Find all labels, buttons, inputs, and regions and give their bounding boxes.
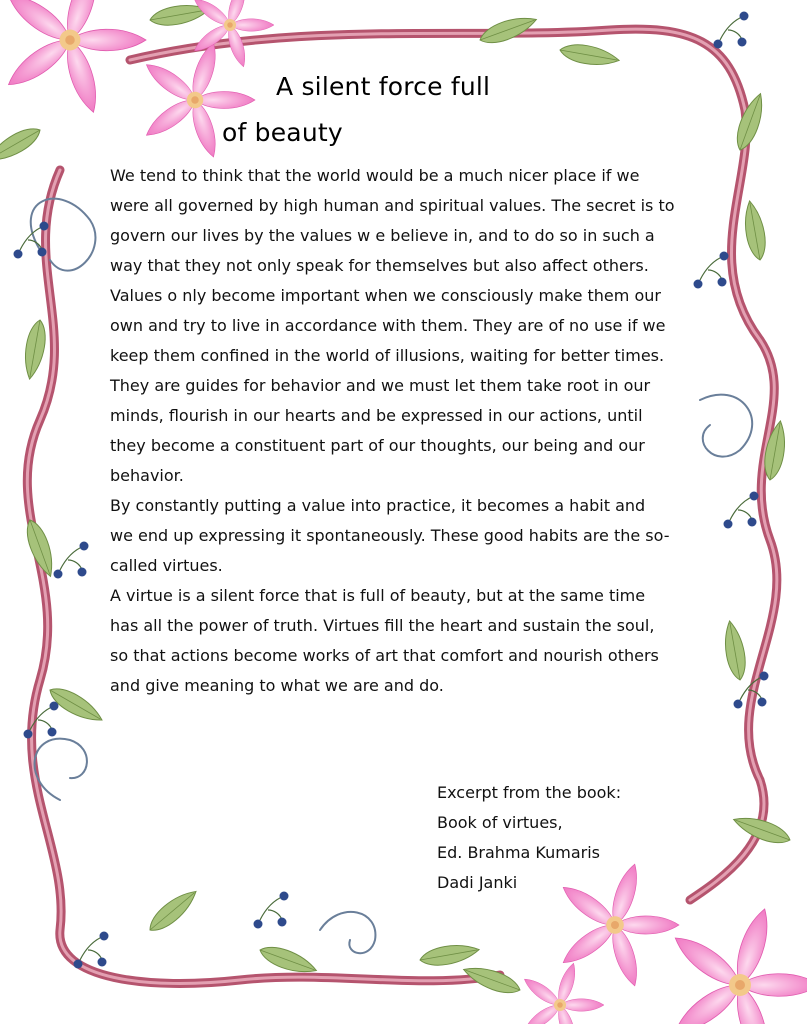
text-line: govern our lives by the values w e believe in, and to do so in such a xyxy=(110,226,655,245)
text-line: behavior. xyxy=(110,466,184,485)
credit-line: Book of virtues, xyxy=(437,813,563,832)
text-line: so that actions become works of art that comfort and nourish others xyxy=(110,646,659,665)
text-line: called virtues. xyxy=(110,556,223,575)
text-line: They are guides for behavior and we must let them take root in our xyxy=(110,376,651,395)
text-line: Values o nly become important when we consciously make them our xyxy=(110,286,661,305)
source-credits xyxy=(437,778,621,898)
text-line: way that they not only speak for themselves but also affect others. xyxy=(110,256,649,275)
text-line: own and try to live in accordance with them. They are of no use if we xyxy=(110,316,666,335)
page-title: A silent force full xyxy=(276,72,491,101)
text-line: were all governed by high human and spiritual values. The secret is to xyxy=(110,196,675,215)
text-line: they become a constituent part of our thoughts, our being and our xyxy=(110,436,645,455)
text-line: has all the power of truth. Virtues fill the heart and sustain the soul, xyxy=(110,616,655,635)
text-line: We tend to think that the world would be a much nicer place if we xyxy=(110,166,640,185)
text-line: and give meaning to what we are and do. xyxy=(110,676,444,695)
text-line: By constantly putting a value into practice, it becomes a habit and xyxy=(110,496,646,515)
body-text xyxy=(110,161,750,701)
credit-line: Excerpt from the book: xyxy=(437,783,622,802)
text-line: keep them confined in the world of illusions, waiting for better times. xyxy=(110,346,665,365)
text-line: A virtue is a silent force that is full of beauty, but at the same time xyxy=(110,586,646,605)
text-line: minds, flourish in our hearts and be expressed in our actions, until xyxy=(110,406,643,425)
page-title-continued: of beauty xyxy=(222,118,343,147)
credit-line: Dadi Janki xyxy=(437,873,518,892)
text-line: we end up expressing it spontaneously. These good habits are the so- xyxy=(110,526,670,545)
credit-line: Ed. Brahma Kumaris xyxy=(437,843,600,862)
